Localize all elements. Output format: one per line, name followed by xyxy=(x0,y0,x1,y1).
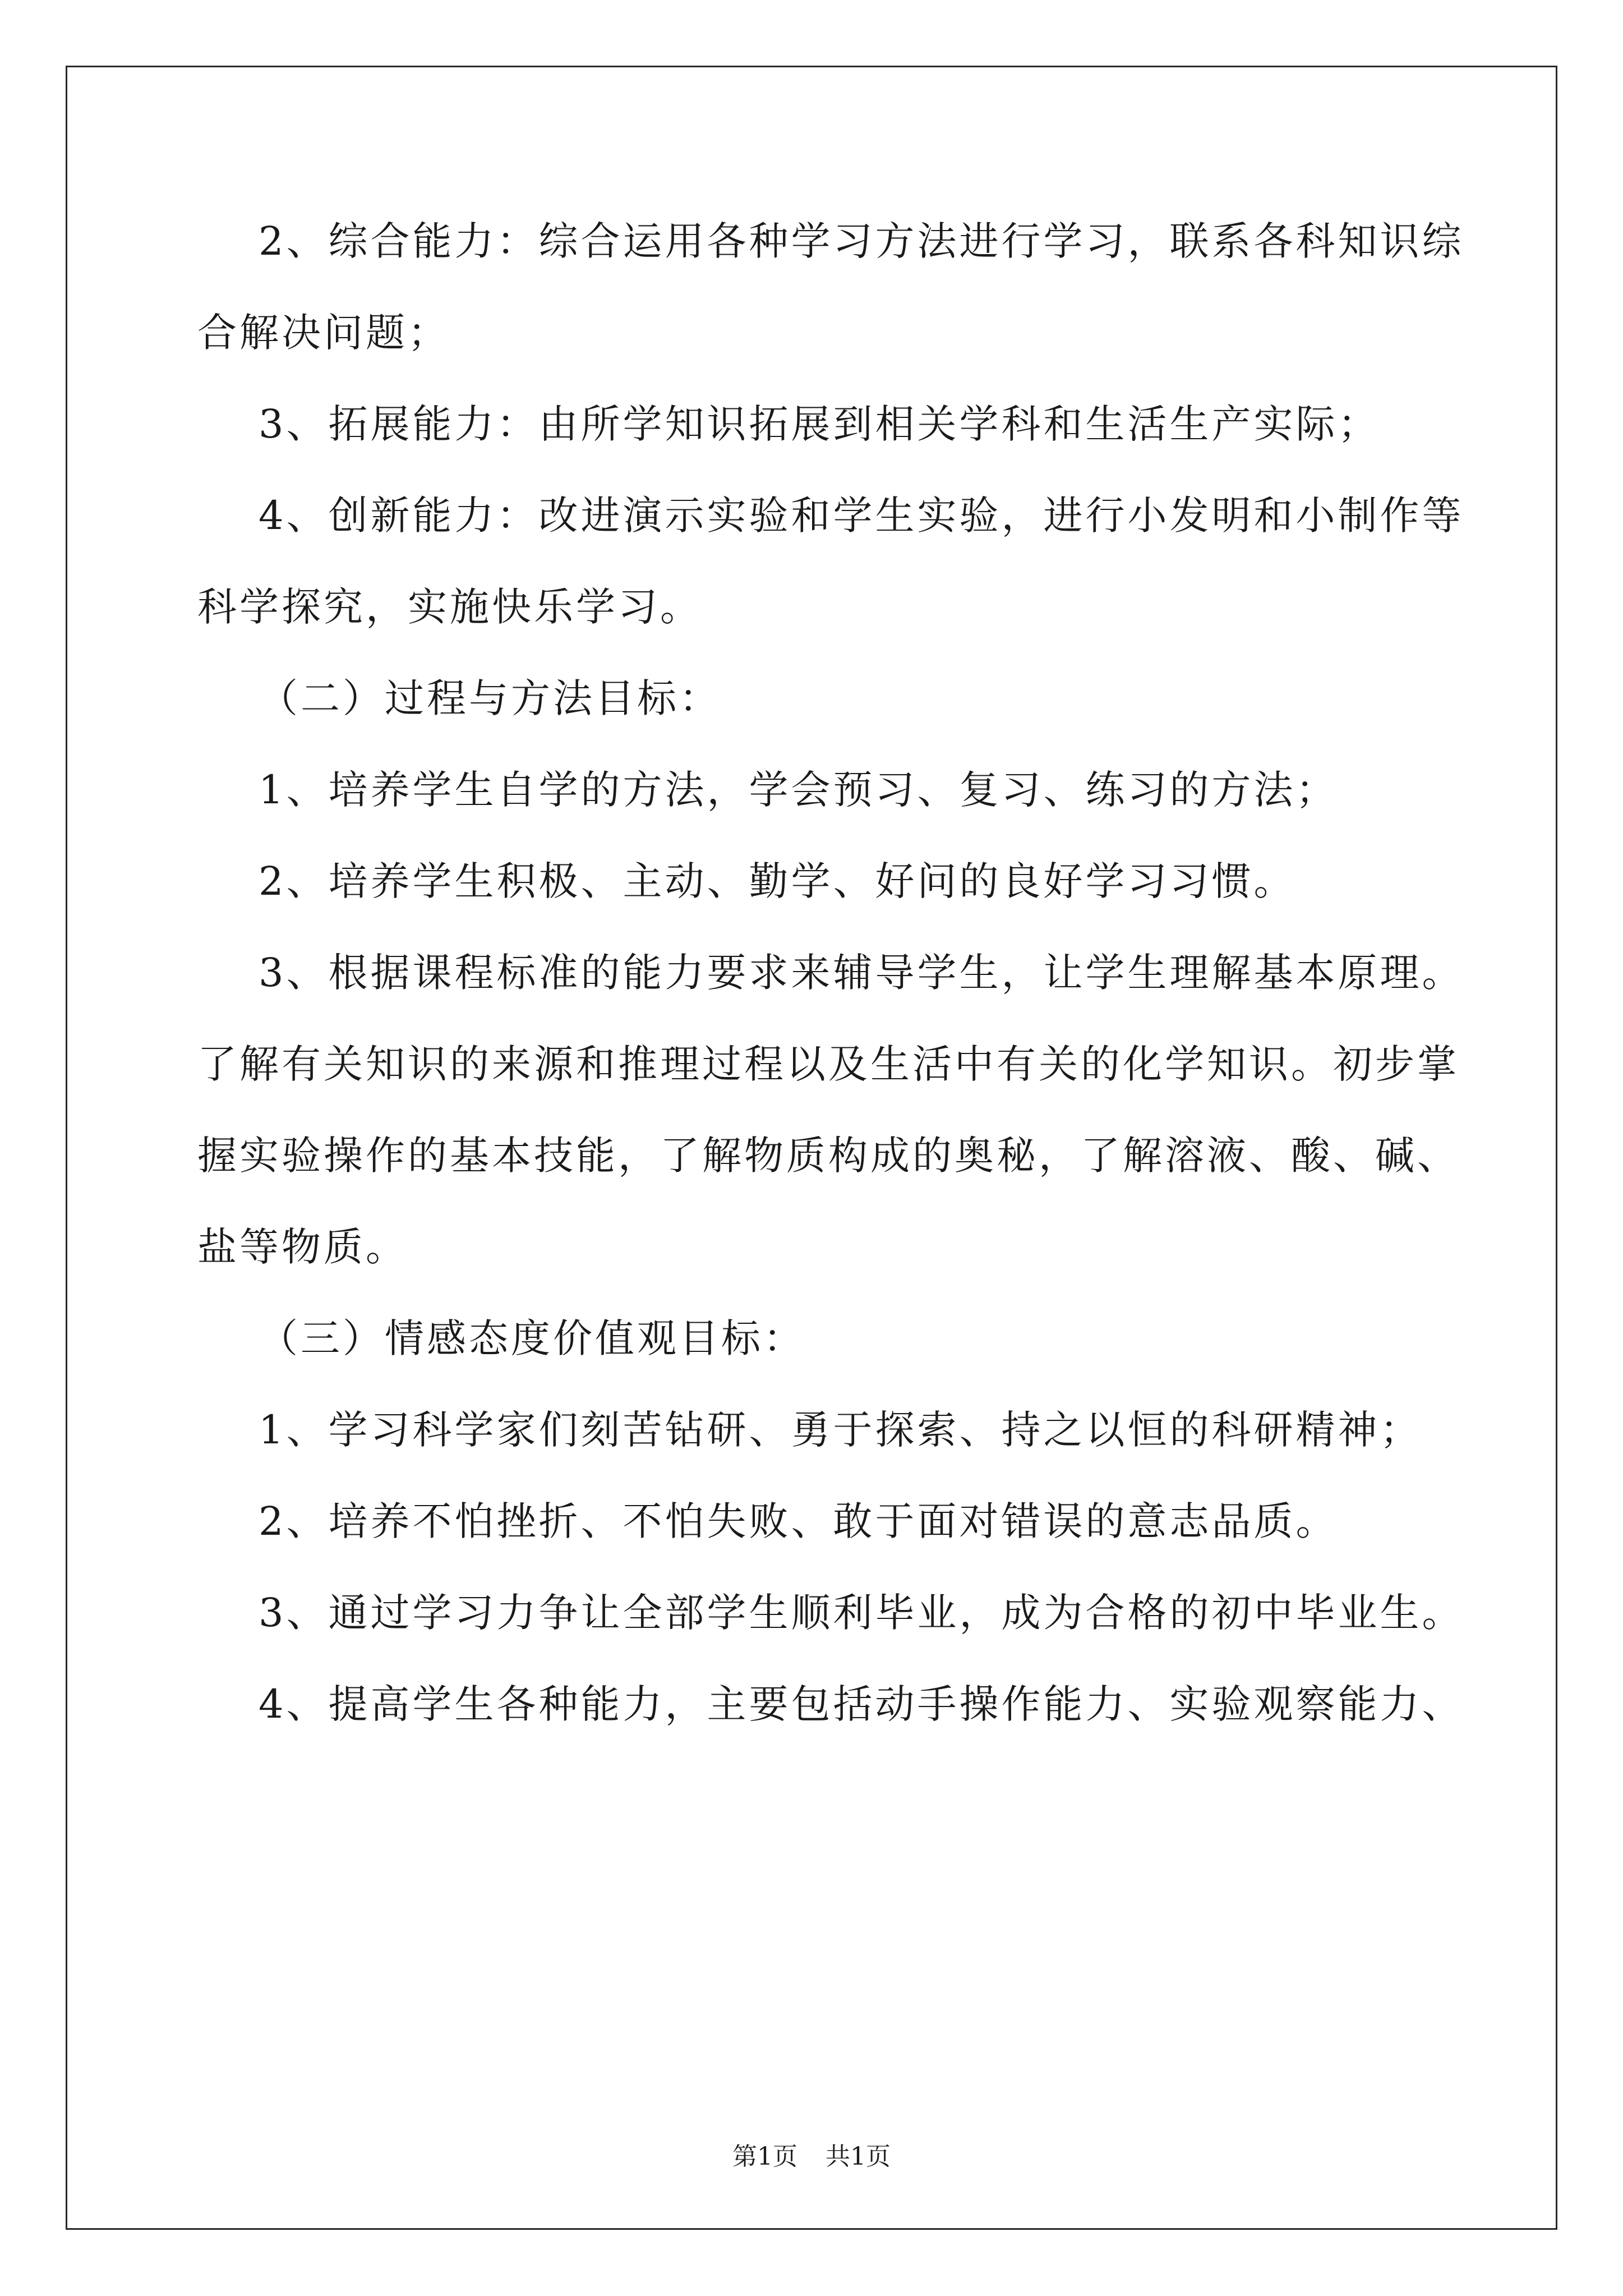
text-line: 盐等物质。 xyxy=(197,1224,408,1270)
text-line: 3、通过学习力争让全部学生顺利毕业，成为合格的初中毕业生。 xyxy=(197,1590,1464,1636)
text-line: 2、培养学生积极、主动、勤学、好问的良好学习习惯。 xyxy=(197,858,1296,904)
page-footer xyxy=(0,2143,1623,2171)
text-line: 了解有关知识的来源和推理过程以及生活中有关的化学知识。初步掌 xyxy=(197,1041,1459,1087)
text-line: 3、根据课程标准的能力要求来辅导学生，让学生理解基本原理。 xyxy=(197,950,1464,996)
text-line: 4、创新能力：改进演示实验和学生实验，进行小发明和小制作等 xyxy=(197,493,1464,539)
section-heading: （二）过程与方法目标： xyxy=(197,675,722,721)
text-line: 1、培养学生自学的方法，学会预习、复习、练习的方法； xyxy=(197,767,1338,813)
section-heading: （三）情感态度价值观目标： xyxy=(197,1315,806,1361)
text-line: 4、提高学生各种能力，主要包括动手操作能力、实验观察能力、 xyxy=(197,1681,1464,1727)
text-line: 1、学习科学家们刻苦钻研、勇于探索、持之以恒的科研精神； xyxy=(197,1407,1422,1453)
text-line: 握实验操作的基本技能，了解物质构成的奥秘，了解溶液、酸、碱、 xyxy=(197,1133,1459,1179)
text-line: 2、综合能力：综合运用各种学习方法进行学习，联系各科知识综 xyxy=(197,218,1464,264)
text-line: 科学探究，实施快乐学习。 xyxy=(197,584,702,630)
page-number: 第1页 xyxy=(732,2142,797,2171)
text-line: 3、拓展能力：由所学知识拓展到相关学科和生活生产实际； xyxy=(197,401,1380,447)
text-line: 2、培养不怕挫折、不怕失败、敢于面对错误的意志品质。 xyxy=(197,1498,1338,1544)
text-line: 合解决问题； xyxy=(197,310,450,356)
page-total: 共1页 xyxy=(826,2142,891,2171)
